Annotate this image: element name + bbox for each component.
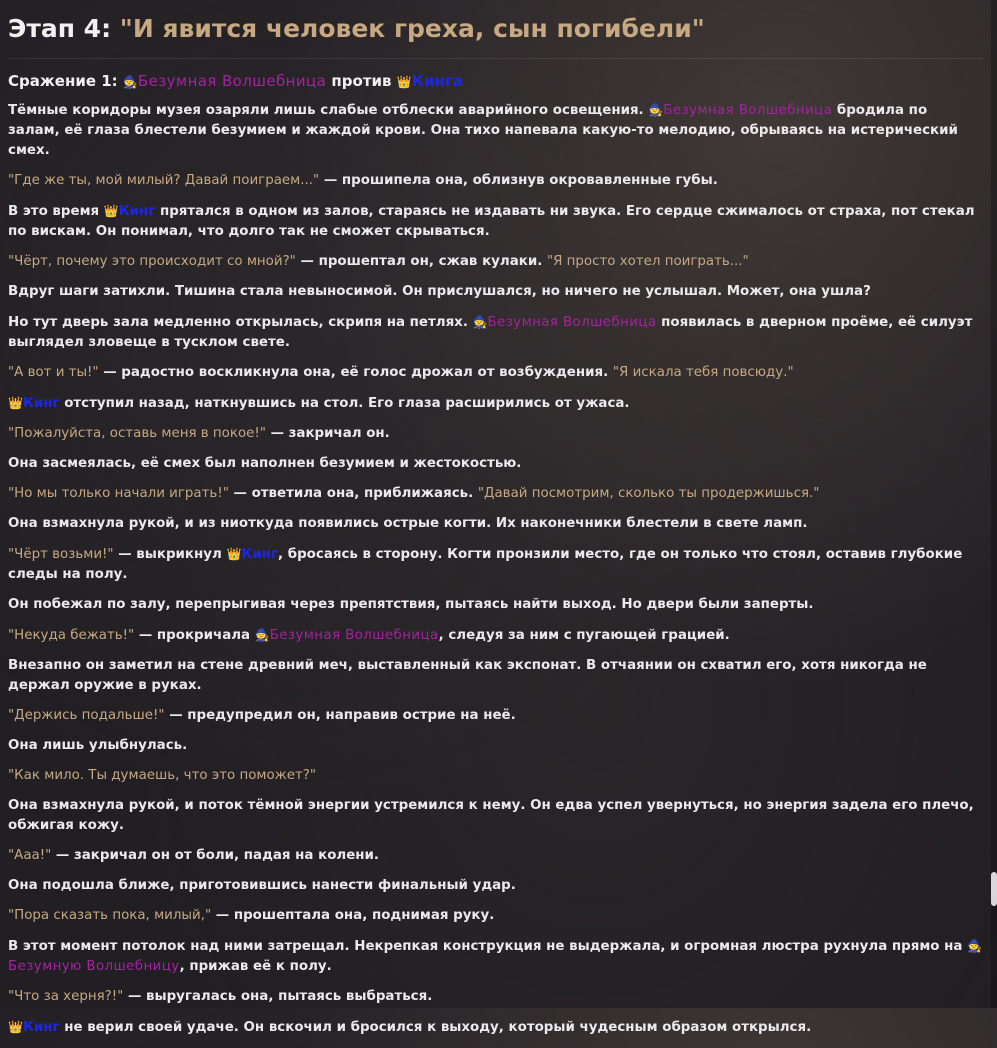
message: Но тут дверь зала медленно открылась, скрипя на петлях. 🧙Безумная Волшебница появилась в дверном проёме, её силуэт выглядел зловеще в тусклом свете. bbox=[8, 315, 973, 350]
quote: "Где же ты, мой милый? Давай поиграем..." bbox=[8, 173, 320, 188]
chat-content bbox=[8, 0, 983, 1048]
king-name: Кинг bbox=[22, 1020, 60, 1035]
mage-name: Безумная Волшебница bbox=[137, 72, 327, 90]
message: Вдруг шаги затихли. Тишина стала невыносимой. Он прислушался, но ничего не услышал. Может, она ушла? bbox=[8, 284, 871, 299]
battle-title-prefix: Сражение 1: bbox=[8, 72, 118, 90]
message: Он побежал по залу, перепрыгивая через препятствия, пытаясь найти выход. Но двери были заперты. bbox=[8, 597, 814, 612]
message: "Где же ты, мой милый? Давай поиграем..." — прошипела она, облизнув окровавленные губы. bbox=[8, 173, 718, 188]
message: Она подошла ближе, приготовившись нанести финальный удар. bbox=[8, 878, 516, 893]
message-list bbox=[8, 100, 983, 1038]
stage-title: "И явится человек греха, сын погибели" bbox=[119, 14, 705, 43]
quote: "Пожалуйста, оставь меня в покое!" bbox=[8, 426, 266, 441]
quote: "Я искала тебя повсюду." bbox=[612, 365, 794, 380]
quote: "Но мы только начали играть!" bbox=[8, 486, 229, 501]
king-name: Кинг bbox=[241, 547, 278, 562]
mage-name: Безумная Волшебница bbox=[269, 628, 439, 643]
king-name: Кинг bbox=[22, 396, 60, 411]
message: Тёмные коридоры музея озаряли лишь слабые отблески аварийного освещения. 🧙Безумная Волшебница бродила по залам, её глаза блестели безумием и жаждой крови. Она тихо напевала какую-то мелодию, обрываясь на истерический смех. bbox=[8, 103, 958, 158]
mage-icon: 🧙 bbox=[648, 103, 664, 117]
message: Она взмахнула рукой, и поток тёмной энергии устремился к нему. Он едва успел увернуться, но энергия задела его плечо, обжигая кожу. bbox=[8, 798, 974, 833]
message: 👑Кинг отступил назад, наткнувшись на стол. Его глаза расширились от ужаса. bbox=[8, 396, 630, 411]
quote: "Пора сказать пока, милый," bbox=[8, 908, 212, 923]
crown-icon: 👑 bbox=[103, 204, 119, 218]
message: Она взмахнула рукой, и из ниоткуда появились острые когти. Их наконечники блестели в свете ламп. bbox=[8, 516, 808, 531]
mage-name: Безумная Волшебница bbox=[487, 315, 657, 330]
mage-icon: 🧙 bbox=[472, 315, 488, 329]
message bbox=[8, 766, 983, 786]
quote: "Я просто хотел поиграть..." bbox=[546, 254, 749, 269]
message: "А вот и ты!" — радостно воскликнула она, её голос дрожал от возбуждения. "Я искала тебя повсюду." bbox=[8, 365, 794, 380]
stage-prefix: Этап 4: bbox=[8, 14, 112, 43]
battle-heading bbox=[8, 71, 983, 92]
message: "Но мы только начали играть!" — ответила она, приближаясь. "Давай посмотрим, сколько ты продержишься." bbox=[8, 486, 820, 501]
king-name: Кинг bbox=[118, 204, 156, 219]
quote: "Давай посмотрим, сколько ты продержишься." bbox=[477, 486, 820, 501]
message: "Держись подальше!" — предупредил он, направив острие на неё. bbox=[8, 708, 516, 723]
message: 👑Кинг не верил своей удаче. Он вскочил и бросился к выходу, который чудесным образом открылся. bbox=[8, 1020, 812, 1035]
quote: "Что за херня?!" bbox=[8, 989, 124, 1004]
quote: "Чёрт возьми!" bbox=[8, 547, 114, 562]
quote: "Как мило. Ты думаешь, что это поможет?" bbox=[8, 768, 317, 783]
crown-icon: 👑 bbox=[8, 396, 23, 410]
mage-icon: 🧙 bbox=[967, 939, 983, 953]
message: "Пора сказать пока, милый," — прошептала она, поднимая руку. bbox=[8, 908, 495, 923]
crown-icon: 👑 bbox=[8, 1020, 23, 1034]
message: "Чёрт возьми!" — выкрикнул 👑Кинг, бросаясь в сторону. Когти пронзили место, где он только что стоял, оставив глубокие следы на полу. bbox=[8, 547, 963, 582]
message: "Ааа!" — закричал он от боли, падая на колени. bbox=[8, 848, 380, 863]
crown-icon: 👑 bbox=[226, 547, 242, 561]
crown-icon: 👑 bbox=[396, 75, 412, 89]
mage-icon: 🧙 bbox=[122, 75, 138, 89]
message: "Некуда бежать!" — прокричала 🧙Безумная Волшебница, следуя за ним с пугающей грацией. bbox=[8, 628, 730, 643]
quote: "А вот и ты!" bbox=[8, 365, 99, 380]
quote: "Чёрт, почему это происходит со мной?" bbox=[8, 254, 296, 269]
versus-label: против bbox=[331, 72, 392, 90]
scrollbar[interactable] bbox=[991, 0, 997, 1008]
message: "Что за херня?!" — выругалась она, пытаясь выбраться. bbox=[8, 989, 433, 1004]
quote: "Некуда бежать!" bbox=[8, 628, 135, 643]
message: В это время 👑Кинг прятался в одном из залов, стараясь не издавать ни звука. Его сердце сжималось от страха, пот стекал по вискам. Он понимал, что долго так не сможет скрываться. bbox=[8, 204, 975, 239]
message: "Пожалуйста, оставь меня в покое!" — закричал он. bbox=[8, 426, 390, 441]
message: Она засмеялась, её смех был наполнен безумием и жестокостью. bbox=[8, 456, 522, 471]
quote: "Ааа!" bbox=[8, 848, 52, 863]
message: Внезапно он заметил на стене древний меч, выставленный как экспонат. В отчаянии он схватил его, хотя никогда не держал оружие в руках. bbox=[8, 658, 927, 693]
stage-heading bbox=[8, 14, 983, 59]
mage-name-accusative: Безумную Волшебницу bbox=[8, 959, 180, 974]
king-name: Кинга bbox=[411, 72, 463, 90]
mage-name: Безумная Волшебница bbox=[663, 103, 833, 118]
scrollbar-thumb[interactable] bbox=[991, 872, 997, 906]
mage-icon: 🧙 bbox=[254, 628, 270, 642]
quote: "Держись подальше!" bbox=[8, 708, 165, 723]
message: "Чёрт, почему это происходит со мной?" — прошептал он, сжав кулаки. "Я просто хотел поиграть..." bbox=[8, 254, 749, 269]
message: Она лишь улыбнулась. bbox=[8, 738, 188, 753]
message: В этот момент потолок над ними затрещал. Некрепкая конструкция не выдержала, и огромная люстра рухнула прямо на 🧙Безумную Волшебницу, прижав её к полу. bbox=[8, 939, 983, 974]
